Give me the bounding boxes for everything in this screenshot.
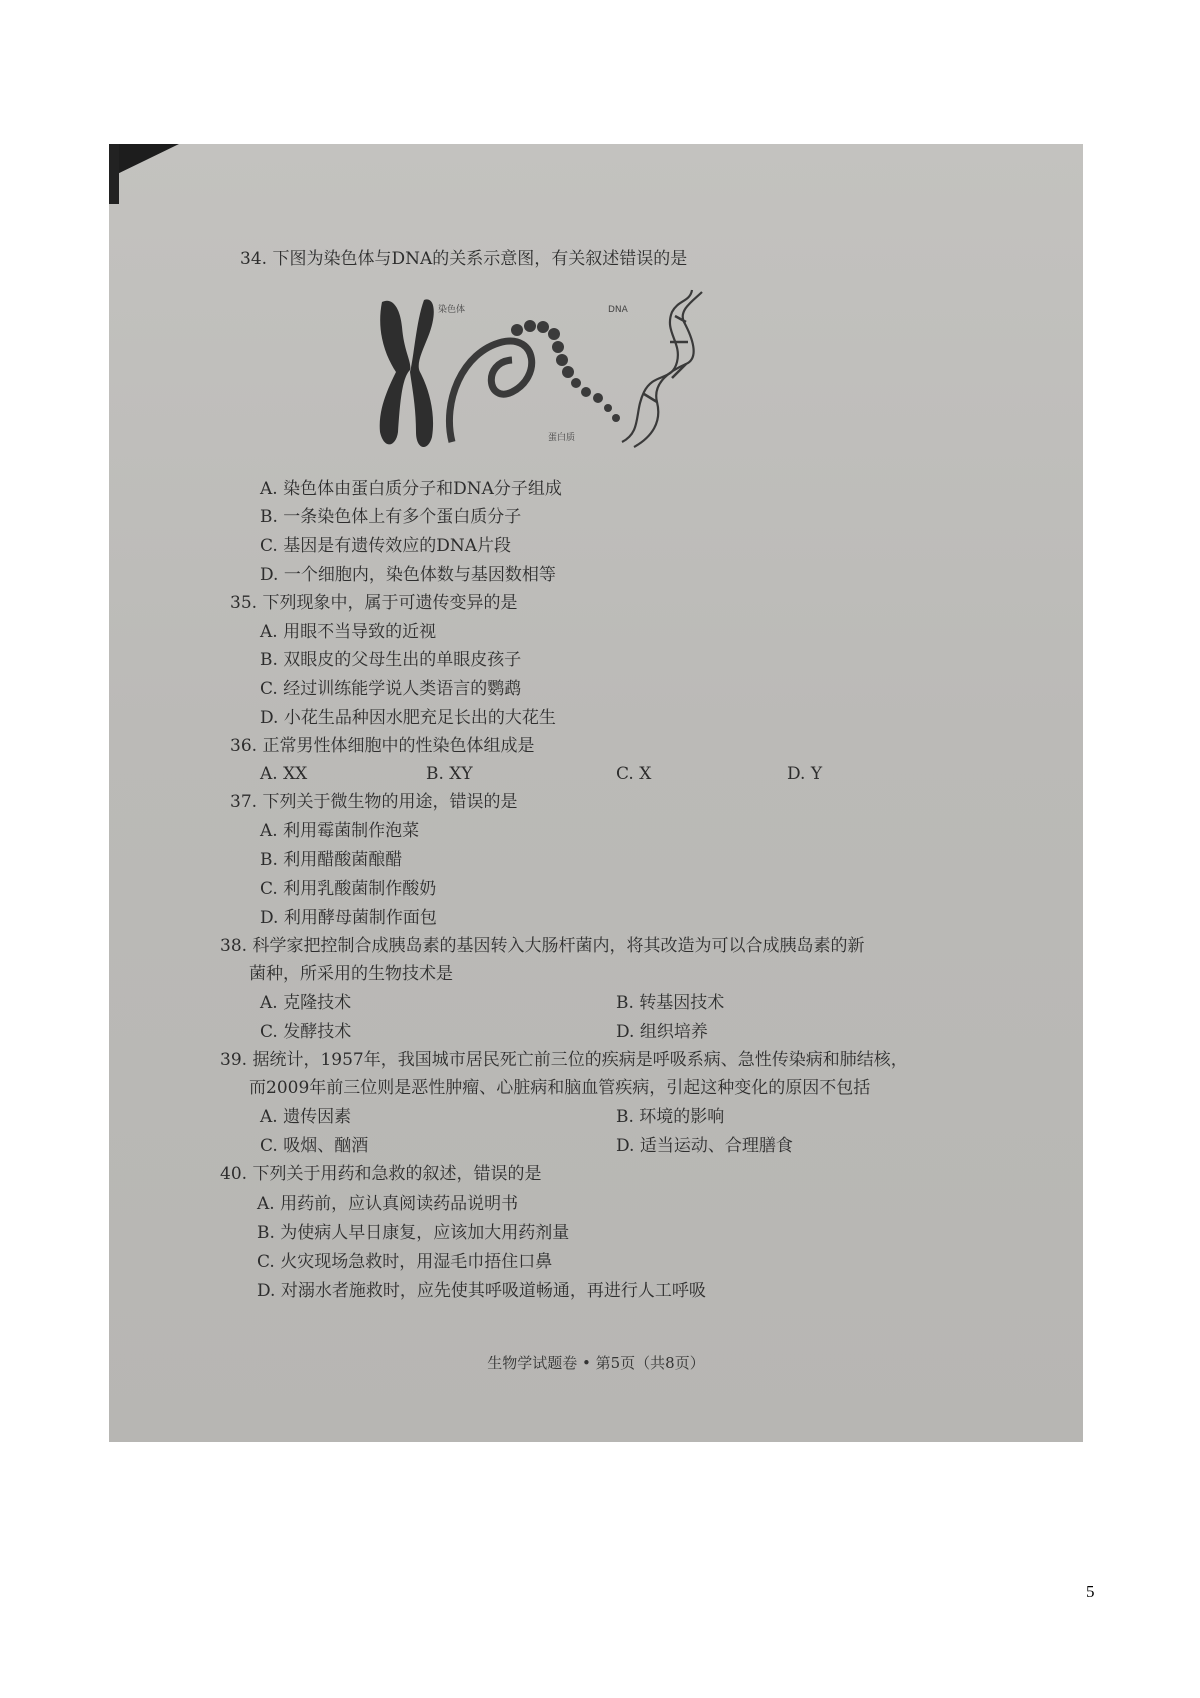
question-40-option-a: A. 用药前，应认真阅读药品说明书 (257, 1194, 519, 1214)
question-34-option-c: C. 基因是有遗传效应的DNA片段 (260, 536, 511, 556)
question-39-option-a: A. 遗传因素 (260, 1107, 352, 1127)
question-40-option-c: C. 火灾现场急救时，用湿毛巾捂住口鼻 (257, 1252, 553, 1272)
question-40-option-d: D. 对溺水者施救时，应先使其呼吸道畅通，再进行人工呼吸 (257, 1281, 706, 1301)
question-35-option-a: A. 用眼不当导致的近视 (260, 622, 437, 642)
question-37-option-d: D. 利用酵母菌制作面包 (260, 908, 437, 928)
question-36-option-a: A. XX (260, 764, 308, 784)
question-38-option-a: A. 克隆技术 (260, 993, 352, 1013)
question-39-option-c: C. 吸烟、酗酒 (260, 1136, 369, 1156)
question-38-option-c: C. 发酵技术 (260, 1022, 352, 1042)
scanned-exam-page (109, 144, 1083, 1442)
question-36-option-d: D. Y (787, 764, 823, 784)
page-number: 5 (1086, 1582, 1095, 1601)
question-38-stem-line1: 38. 科学家把控制合成胰岛素的基因转入大肠杆菌内，将其改造为可以合成胰岛素的新 (220, 936, 865, 956)
question-39-stem-line2: 而2009年前三位则是恶性肿瘤、心脏病和脑血管疾病，引起这种变化的原因不包括 (249, 1078, 871, 1098)
question-35-stem: 35. 下列现象中，属于可遗传变异的是 (230, 593, 518, 613)
question-34-option-b: B. 一条染色体上有多个蛋白质分子 (260, 507, 522, 527)
page-edge-shadow (109, 144, 119, 204)
protein-label: 蛋白质 (548, 433, 576, 443)
question-37-option-b: B. 利用醋酸菌酿醋 (260, 850, 403, 870)
question-40-stem: 40. 下列关于用药和急救的叙述，错误的是 (220, 1164, 542, 1184)
question-36-stem: 36. 正常男性体细胞中的性染色体组成是 (230, 736, 535, 756)
exam-footer: 生物学试题卷 • 第5页（共8页） (487, 1354, 705, 1372)
question-34-option-a: A. 染色体由蛋白质分子和DNA分子组成 (260, 479, 562, 499)
question-38-stem-line2: 菌种，所采用的生物技术是 (249, 964, 453, 984)
dna-label: DNA (608, 305, 628, 315)
dna-helix-icon (622, 290, 702, 447)
question-40-option-b: B. 为使病人早日康复，应该加大用药剂量 (257, 1223, 570, 1243)
question-37-option-a: A. 利用霉菌制作泡菜 (260, 821, 420, 841)
question-37-option-c: C. 利用乳酸菌制作酸奶 (260, 879, 437, 899)
question-34-stem: 34. 下图为染色体与DNA的关系示意图，有关叙述错误的是 (240, 249, 688, 269)
question-38-option-d: D. 组织培养 (616, 1022, 708, 1042)
question-36-option-b: B. XY (426, 764, 473, 784)
chromosome-dna-diagram (372, 282, 812, 458)
question-39-option-b: B. 环境的影响 (616, 1107, 725, 1127)
question-37-stem: 37. 下列关于微生物的用途，错误的是 (230, 792, 518, 812)
question-35-option-d: D. 小花生品种因水肥充足长出的大花生 (260, 708, 556, 728)
question-35-option-b: B. 双眼皮的父母生出的单眼皮孩子 (260, 650, 522, 670)
chromosome-icon (380, 299, 434, 447)
question-36-option-c: C. X (616, 764, 652, 784)
question-39-stem-line1: 39. 据统计，1957年，我国城市居民死亡前三位的疾病是呼吸系病、急性传染病和肺结核， (220, 1050, 908, 1070)
chromosome-label: 染色体 (438, 305, 466, 315)
page-corner-shadow (109, 144, 179, 178)
question-34-option-d: D. 一个细胞内，染色体数与基因数相等 (260, 565, 556, 585)
chromatin-coil-icon (449, 341, 531, 442)
question-35-option-c: C. 经过训练能学说人类语言的鹦鹉 (260, 679, 522, 699)
question-39-option-d: D. 适当运动、合理膳食 (616, 1136, 793, 1156)
question-38-option-b: B. 转基因技术 (616, 993, 725, 1013)
